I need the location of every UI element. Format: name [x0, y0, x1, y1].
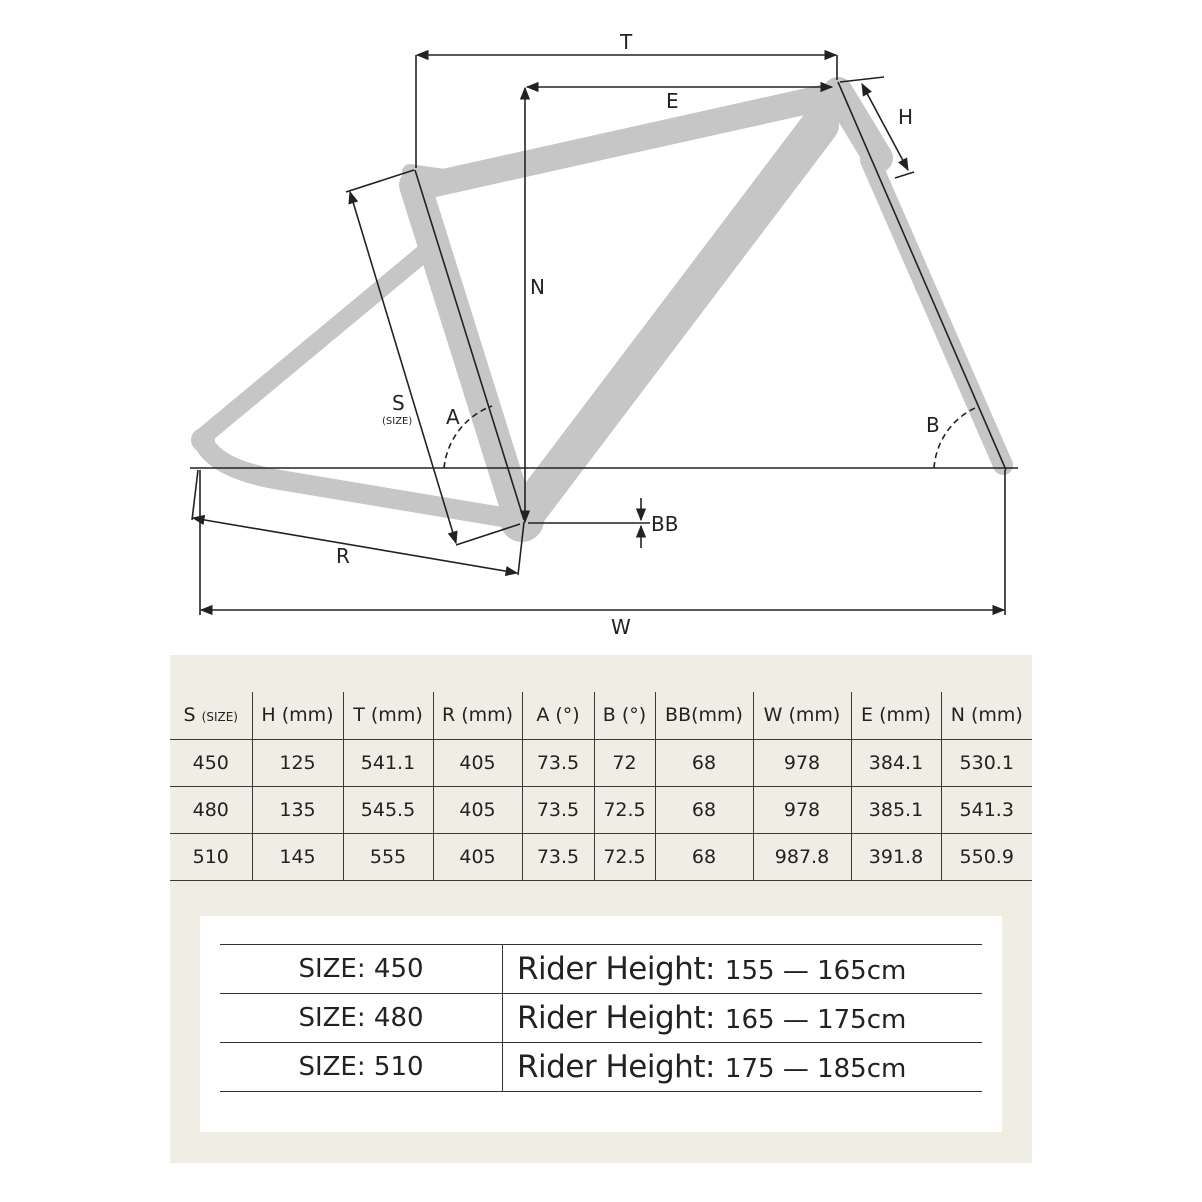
cell-r: 405	[433, 739, 522, 786]
header-bb: BB(mm)	[655, 692, 753, 739]
header-size	[170, 692, 252, 739]
header-size-label: S	[183, 704, 196, 727]
rider-height-label: Rider Height:	[517, 1000, 715, 1036]
size-label: SIZE	[298, 1052, 357, 1082]
label-b: B	[926, 413, 940, 437]
table-row	[170, 786, 1032, 833]
rider-height-label: Rider Height:	[517, 951, 715, 987]
label-a: A	[446, 405, 460, 429]
cell-b: 72.5	[594, 786, 655, 833]
rider-height-min: 155	[724, 956, 775, 986]
header-e: E (mm)	[851, 692, 941, 739]
label-r: R	[336, 544, 350, 568]
bike-frame	[191, 92, 1003, 542]
size-value: 450	[373, 954, 424, 984]
fork-axis	[838, 82, 1006, 470]
cell-t: 541.1	[343, 739, 433, 786]
cell-h: 125	[252, 739, 343, 786]
cell-size: 510	[170, 833, 252, 880]
header-n: N (mm)	[941, 692, 1032, 739]
rider-size-cell: SIZE: 450	[220, 945, 503, 994]
label-t: T	[620, 30, 633, 54]
header-r: R (mm)	[433, 692, 522, 739]
label-bb: BB	[651, 512, 679, 536]
r-dimension-line	[193, 518, 517, 573]
cell-e: 384.1	[851, 739, 941, 786]
rider-size-cell: SIZE: 480	[220, 994, 503, 1043]
header-w: W (mm)	[753, 692, 851, 739]
cell-bb: 68	[655, 833, 753, 880]
rider-row	[220, 945, 982, 994]
cell-a: 73.5	[522, 739, 594, 786]
angle-b-arc	[934, 408, 975, 468]
rider-height-table	[220, 944, 982, 1092]
down-tube	[525, 125, 820, 515]
cell-bb: 68	[655, 739, 753, 786]
geometry-header-row	[170, 692, 1032, 739]
table-row	[170, 833, 1032, 880]
cell-n: 530.1	[941, 739, 1032, 786]
cell-w: 978	[753, 739, 851, 786]
rider-height-box	[200, 916, 1002, 1132]
h-bottom-extension	[895, 172, 914, 178]
rider-height-max: 165cm	[817, 956, 907, 986]
cell-h: 145	[252, 833, 343, 880]
rider-row	[220, 1043, 982, 1092]
header-h: H (mm)	[252, 692, 343, 739]
rider-height-min: 165	[724, 1005, 775, 1035]
cell-a: 73.5	[522, 786, 594, 833]
cell-t: 545.5	[343, 786, 433, 833]
cell-a: 73.5	[522, 833, 594, 880]
cell-n: 550.9	[941, 833, 1032, 880]
rider-height-cell: Rider Height: 155 — 165cm	[503, 945, 983, 994]
cell-r: 405	[433, 833, 522, 880]
cell-h: 135	[252, 786, 343, 833]
rider-height-max: 175cm	[817, 1005, 907, 1035]
header-t: T (mm)	[343, 692, 433, 739]
size-label: SIZE	[298, 1003, 357, 1033]
cell-size: 450	[170, 739, 252, 786]
label-n: N	[530, 275, 545, 299]
header-size-sub: (SIZE)	[201, 710, 238, 725]
cell-r: 405	[433, 786, 522, 833]
header-a: A (°)	[522, 692, 594, 739]
size-value: 480	[373, 1003, 424, 1033]
size-value: 510	[373, 1052, 424, 1082]
label-s: S	[392, 391, 405, 415]
cell-t: 555	[343, 833, 433, 880]
cell-bb: 68	[655, 786, 753, 833]
chain-stay	[205, 445, 520, 520]
cell-w: 987.8	[753, 833, 851, 880]
cell-size: 480	[170, 786, 252, 833]
specification-panel	[170, 655, 1032, 1163]
rider-height-max: 185cm	[817, 1054, 907, 1084]
geometry-table	[170, 692, 1032, 881]
cell-b: 72.5	[594, 833, 655, 880]
rider-size-cell: SIZE: 510	[220, 1043, 503, 1092]
cell-e: 391.8	[851, 833, 941, 880]
rider-height-cell: Rider Height: 165 — 175cm	[503, 994, 983, 1043]
label-s-size: (SIZE)	[382, 416, 413, 427]
rider-row	[220, 994, 982, 1043]
label-e: E	[666, 89, 679, 113]
size-label: SIZE	[298, 954, 357, 984]
cell-b: 72	[594, 739, 655, 786]
label-h: H	[898, 105, 914, 129]
rider-height-min: 175	[724, 1054, 775, 1084]
r-left-extension	[192, 470, 198, 520]
cell-e: 385.1	[851, 786, 941, 833]
rider-height-label: Rider Height:	[517, 1049, 715, 1085]
label-w: W	[611, 615, 631, 639]
h-top-extension	[840, 77, 884, 82]
dropout	[191, 428, 215, 452]
cell-w: 978	[753, 786, 851, 833]
table-row	[170, 739, 1032, 786]
rider-height-cell: Rider Height: 175 — 185cm	[503, 1043, 983, 1092]
cell-n: 541.3	[941, 786, 1032, 833]
seat-tube	[415, 185, 520, 520]
header-b: B (°)	[594, 692, 655, 739]
